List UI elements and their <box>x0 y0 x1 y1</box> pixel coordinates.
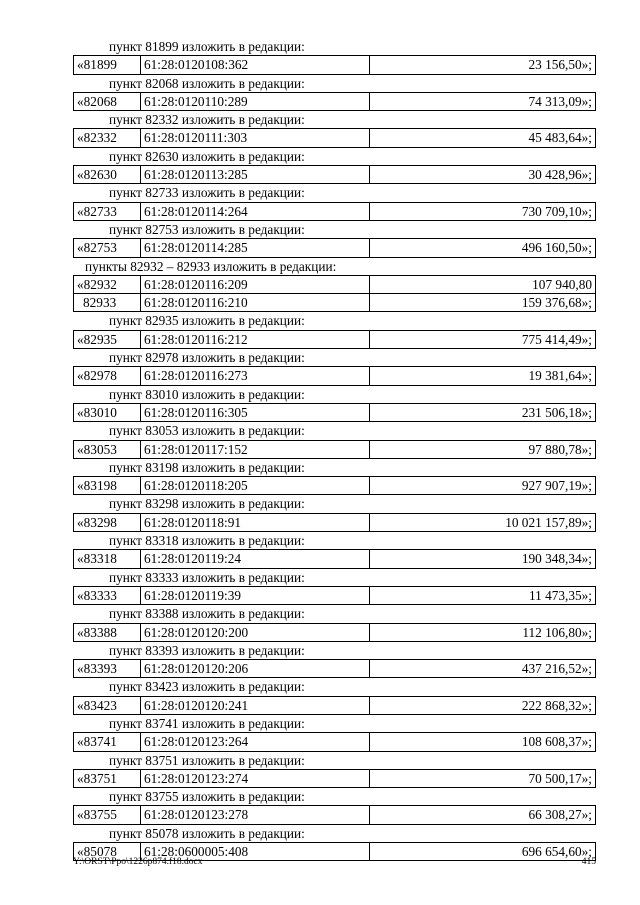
item-number-cell: «83333 <box>74 586 141 604</box>
value-cell: 70 500,17»; <box>370 769 596 787</box>
item-number-cell: «85078 <box>74 843 141 861</box>
value-cell: 66 308,27»; <box>370 806 596 824</box>
amendment-table <box>73 128 596 147</box>
cadastral-number-cell: 61:28:0120116:210 <box>141 294 370 312</box>
item-number-cell: «83423 <box>74 696 141 714</box>
amendment-table <box>73 769 596 788</box>
cadastral-number-cell: 61:28:0120119:24 <box>141 550 370 568</box>
cadastral-number-cell: 61:28:0120123:264 <box>141 733 370 751</box>
table-row <box>74 477 596 495</box>
amendment-table <box>73 92 596 111</box>
amendment-table <box>73 403 596 422</box>
table-row <box>74 696 596 714</box>
value-cell: 30 428,96»; <box>370 166 596 184</box>
value-cell: 496 160,50»; <box>370 239 596 257</box>
cadastral-number-cell: 61:28:0600005:408 <box>141 843 370 861</box>
table-row <box>74 202 596 220</box>
item-number-cell: «83741 <box>74 733 141 751</box>
amendment-intro: пункт 82978 изложить в редакции: <box>109 350 305 366</box>
amendment-intro: пункт 83393 изложить в редакции: <box>109 642 305 658</box>
cadastral-number-cell: 61:28:0120120:241 <box>141 696 370 714</box>
amendment-intro: пункт 83388 изложить в редакции: <box>109 606 305 622</box>
cadastral-number-cell: 61:28:0120116:305 <box>141 403 370 421</box>
amendment-intro: пункт 82332 изложить в редакции: <box>109 112 305 128</box>
value-cell: 437 216,52»; <box>370 660 596 678</box>
page-footer <box>73 856 596 868</box>
amendment-intro: пункт 83298 изложить в редакции: <box>109 496 305 512</box>
document-body <box>73 38 596 861</box>
cadastral-number-cell: 61:28:0120114:285 <box>141 239 370 257</box>
value-cell: 45 483,64»; <box>370 129 596 147</box>
item-number-cell: «83318 <box>74 550 141 568</box>
cadastral-number-cell: 61:28:0120116:273 <box>141 367 370 385</box>
item-number-cell: «83751 <box>74 769 141 787</box>
cadastral-number-cell: 61:28:0120113:285 <box>141 166 370 184</box>
amendment-table <box>73 440 596 459</box>
item-number-cell: «82068 <box>74 92 141 110</box>
amendment-table <box>73 202 596 221</box>
amendment-intro: пункт 82935 изложить в редакции: <box>109 313 305 329</box>
value-cell: 730 709,10»; <box>370 202 596 220</box>
item-number-cell: «82932 <box>74 275 141 293</box>
cadastral-number-cell: 61:28:0120111:303 <box>141 129 370 147</box>
value-cell: 107 940,80 <box>370 275 596 293</box>
amendment-table <box>73 55 596 74</box>
cadastral-number-cell: 61:28:0120118:91 <box>141 513 370 531</box>
table-row <box>74 275 596 293</box>
amendment-table <box>73 275 596 313</box>
amendment-intro: пункт 83010 изложить в редакции: <box>109 386 305 402</box>
value-cell: 74 313,09»; <box>370 92 596 110</box>
amendment-intro: пункт 83755 изложить в редакции: <box>109 789 305 805</box>
item-number-cell: «83010 <box>74 403 141 421</box>
amendment-intro: пункт 83741 изложить в редакции: <box>109 715 305 731</box>
table-row <box>74 330 596 348</box>
cadastral-number-cell: 61:28:0120123:278 <box>141 806 370 824</box>
table-row <box>74 550 596 568</box>
table-row <box>74 623 596 641</box>
amendment-table <box>73 549 596 568</box>
value-cell: 927 907,19»; <box>370 477 596 495</box>
value-cell: 159 376,68»; <box>370 294 596 312</box>
amendment-table <box>73 165 596 184</box>
item-number-cell: «83053 <box>74 440 141 458</box>
cadastral-number-cell: 61:28:0120114:264 <box>141 202 370 220</box>
item-number-cell: «82332 <box>74 129 141 147</box>
amendment-intro: пункт 83751 изложить в редакции: <box>109 752 305 768</box>
item-number-cell: «81899 <box>74 56 141 74</box>
value-cell: 112 106,80»; <box>370 623 596 641</box>
amendment-table <box>73 513 596 532</box>
value-cell: 10 021 157,89»; <box>370 513 596 531</box>
cadastral-number-cell: 61:28:0120116:212 <box>141 330 370 348</box>
amendment-intro: пункт 83198 изложить в редакции: <box>109 459 305 475</box>
amendment-intro: пункт 83053 изложить в редакции: <box>109 423 305 439</box>
amendment-intro: пункт 85078 изложить в редакции: <box>109 825 305 841</box>
amendment-table <box>73 732 596 751</box>
item-number-cell: «83755 <box>74 806 141 824</box>
value-cell: 11 473,35»; <box>370 586 596 604</box>
item-number-cell: «83393 <box>74 660 141 678</box>
value-cell: 23 156,50»; <box>370 56 596 74</box>
value-cell: 97 880,78»; <box>370 440 596 458</box>
amendment-intro: пункт 83333 изложить в редакции: <box>109 569 305 585</box>
amendment-intro: пункт 83423 изложить в редакции: <box>109 679 305 695</box>
amendment-intro: пункты 82932 – 82933 изложить в редакции: <box>85 258 337 274</box>
value-cell: 231 506,18»; <box>370 403 596 421</box>
value-cell: 696 654,60»; <box>370 843 596 861</box>
cadastral-number-cell: 61:28:0120120:200 <box>141 623 370 641</box>
amendment-intro: пункт 82630 изложить в редакции: <box>109 148 305 164</box>
value-cell: 190 348,34»; <box>370 550 596 568</box>
table-row <box>74 92 596 110</box>
value-cell: 108 608,37»; <box>370 733 596 751</box>
table-row <box>74 806 596 824</box>
table-row <box>74 513 596 531</box>
cadastral-number-cell: 61:28:0120118:205 <box>141 477 370 495</box>
cadastral-number-cell: 61:28:0120119:39 <box>141 586 370 604</box>
footer-file-path: Y:\ORST\Ppo\1226p874.f18.docx <box>73 857 203 867</box>
table-row <box>74 129 596 147</box>
amendment-table <box>73 476 596 495</box>
item-number-cell: «82978 <box>74 367 141 385</box>
amendment-intro: пункт 82753 изложить в редакции: <box>109 221 305 237</box>
table-row <box>74 586 596 604</box>
item-number-cell: «83198 <box>74 477 141 495</box>
cadastral-number-cell: 61:28:0120108:362 <box>141 56 370 74</box>
item-number-cell: 82933 <box>74 294 141 312</box>
amendment-table <box>73 659 596 678</box>
amendment-intro: пункт 81899 изложить в редакции: <box>109 39 305 54</box>
amendment-table <box>73 696 596 715</box>
amendment-intro: пункт 83318 изложить в редакции: <box>109 533 305 549</box>
table-row <box>74 166 596 184</box>
cadastral-number-cell: 61:28:0120120:206 <box>141 660 370 678</box>
item-number-cell: «82733 <box>74 202 141 220</box>
item-number-cell: «82935 <box>74 330 141 348</box>
item-number-cell: «83388 <box>74 623 141 641</box>
table-row <box>74 367 596 385</box>
table-row <box>74 733 596 751</box>
item-number-cell: «82753 <box>74 239 141 257</box>
cadastral-number-cell: 61:28:0120116:209 <box>141 275 370 293</box>
cadastral-number-cell: 61:28:0120123:274 <box>141 769 370 787</box>
item-number-cell: «82630 <box>74 166 141 184</box>
table-row <box>74 56 596 74</box>
table-row <box>74 239 596 257</box>
amendment-table <box>73 366 596 385</box>
table-row <box>74 440 596 458</box>
table-row <box>74 294 596 312</box>
value-cell: 222 868,32»; <box>370 696 596 714</box>
cadastral-number-cell: 61:28:0120117:152 <box>141 440 370 458</box>
table-row <box>74 769 596 787</box>
amendment-table <box>73 330 596 349</box>
footer-page-number: 415 <box>581 857 596 867</box>
amendment-intro: пункт 82733 изложить в редакции: <box>109 185 305 201</box>
amendment-intro: пункт 82068 изложить в редакции: <box>109 75 305 91</box>
value-cell: 775 414,49»; <box>370 330 596 348</box>
table-row <box>74 660 596 678</box>
amendment-table <box>73 238 596 257</box>
amendment-table <box>73 586 596 605</box>
table-row <box>74 403 596 421</box>
amendment-table <box>73 623 596 642</box>
item-number-cell: «83298 <box>74 513 141 531</box>
cadastral-number-cell: 61:28:0120110:289 <box>141 92 370 110</box>
value-cell: 19 381,64»; <box>370 367 596 385</box>
amendment-table <box>73 805 596 824</box>
